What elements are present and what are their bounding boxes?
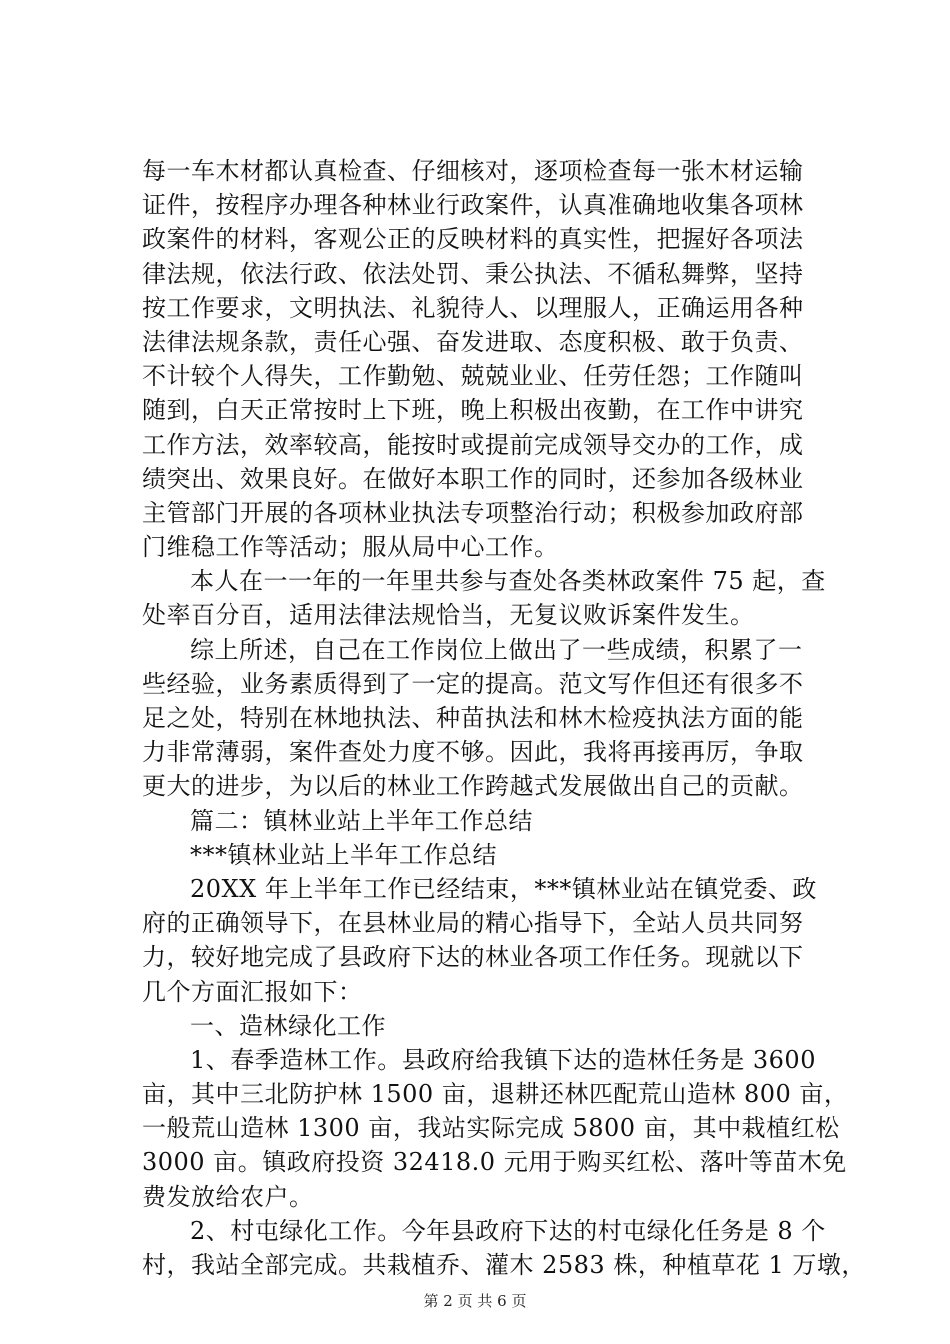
text-line: 力，较好地完成了县政府下达的林业各项工作任务。现就以下 bbox=[142, 943, 804, 972]
text-line: 律法规，依法行政、依法处罚、秉公执法、不循私舞弊，坚持 bbox=[142, 259, 804, 288]
text-line: 综上所述，自己在工作岗位上做出了一些成绩，积累了一 bbox=[190, 635, 803, 664]
text-line: 不计较个人得失，工作勤勉、兢兢业业、任劳任怨；工作随叫 bbox=[142, 362, 804, 391]
text-line: 些经验，业务素质得到了一定的提高。范文写作但还有很多不 bbox=[142, 669, 804, 698]
text-line: 主管部门开展的各项林业执法专项整治行动；积极参加政府部 bbox=[142, 498, 804, 527]
text-line: 费发放给农户。 bbox=[142, 1182, 314, 1211]
page-footer: 第 2 页 共 6 页 bbox=[423, 1292, 527, 1310]
text-line: 证件，按程序办理各种林业行政案件，认真准确地收集各项林 bbox=[142, 191, 804, 220]
text-line: 更大的进步，为以后的林业工作跨越式发展做出自己的贡献。 bbox=[142, 772, 804, 801]
text-line: 20XX 年上半年工作已经结束，***镇林业站在镇党委、政 bbox=[190, 874, 817, 903]
text-line: 3000 亩。镇政府投资 32418.0 元用于购买红松、落叶等苗木免 bbox=[142, 1148, 847, 1177]
text-line: 足之处，特别在林地执法、种苗执法和林木检疫执法方面的能 bbox=[142, 704, 804, 732]
text-line: 政案件的材料，客观公正的反映材料的真实性，把握好各项法 bbox=[142, 225, 804, 254]
text-line: 随到，白天正常按时上下班，晚上积极出夜勤，在工作中讲究 bbox=[142, 396, 804, 425]
text-line: 篇二：镇林业站上半年工作总结 bbox=[190, 806, 533, 835]
text-line: 门维稳工作等活动；服从局中心工作。 bbox=[142, 533, 559, 562]
text-line: 几个方面汇报如下： bbox=[142, 977, 363, 1006]
text-line: 每一车木材都认真检查、仔细核对，逐项检查每一张木材运输 bbox=[142, 157, 804, 185]
text-line: 本人在一一年的一年里共参与查处各类林政案件 75 起，查 bbox=[190, 567, 826, 596]
text-line: 力非常薄弱，案件查处力度不够。因此，我将再接再厉，争取 bbox=[142, 738, 804, 767]
text-line: 1、春季造林工作。县政府给我镇下达的造林任务是 3600 bbox=[190, 1045, 816, 1074]
text-line: 法律法规条款，责任心强、奋发进取、态度积极、敢于负责、 bbox=[142, 327, 804, 356]
text-line: 村，我站全部完成。共栽植乔、灌木 2583 株，种植草花 1 万墩， bbox=[142, 1251, 866, 1279]
body-text bbox=[142, 154, 866, 1282]
text-line: 按工作要求，文明执法、礼貌待人、以理服人，正确运用各种 bbox=[142, 293, 804, 322]
text-line: 2、村屯绿化工作。今年县政府下达的村屯绿化任务是 8 个 bbox=[190, 1216, 826, 1245]
text-line: 一般荒山造林 1300 亩，我站实际完成 5800 亩，其中栽植红松 bbox=[142, 1114, 840, 1143]
text-line: 一、造林绿化工作 bbox=[190, 1011, 386, 1040]
text-line: 处率百分百，适用法律法规恰当，无复议败诉案件发生。 bbox=[142, 601, 755, 630]
text-line: 府的正确领导下，在县林业局的精心指导下，全站人员共同努 bbox=[142, 909, 804, 938]
text-line: 工作方法，效率较高，能按时或提前完成领导交办的工作，成 bbox=[142, 430, 804, 459]
text-line: 亩，其中三北防护林 1500 亩，退耕还林匹配荒山造林 800 亩， bbox=[142, 1080, 849, 1109]
text-line: 绩突出、效果良好。在做好本职工作的同时，还参加各级林业 bbox=[142, 464, 804, 493]
text-line: ***镇林业站上半年工作总结 bbox=[190, 840, 497, 869]
